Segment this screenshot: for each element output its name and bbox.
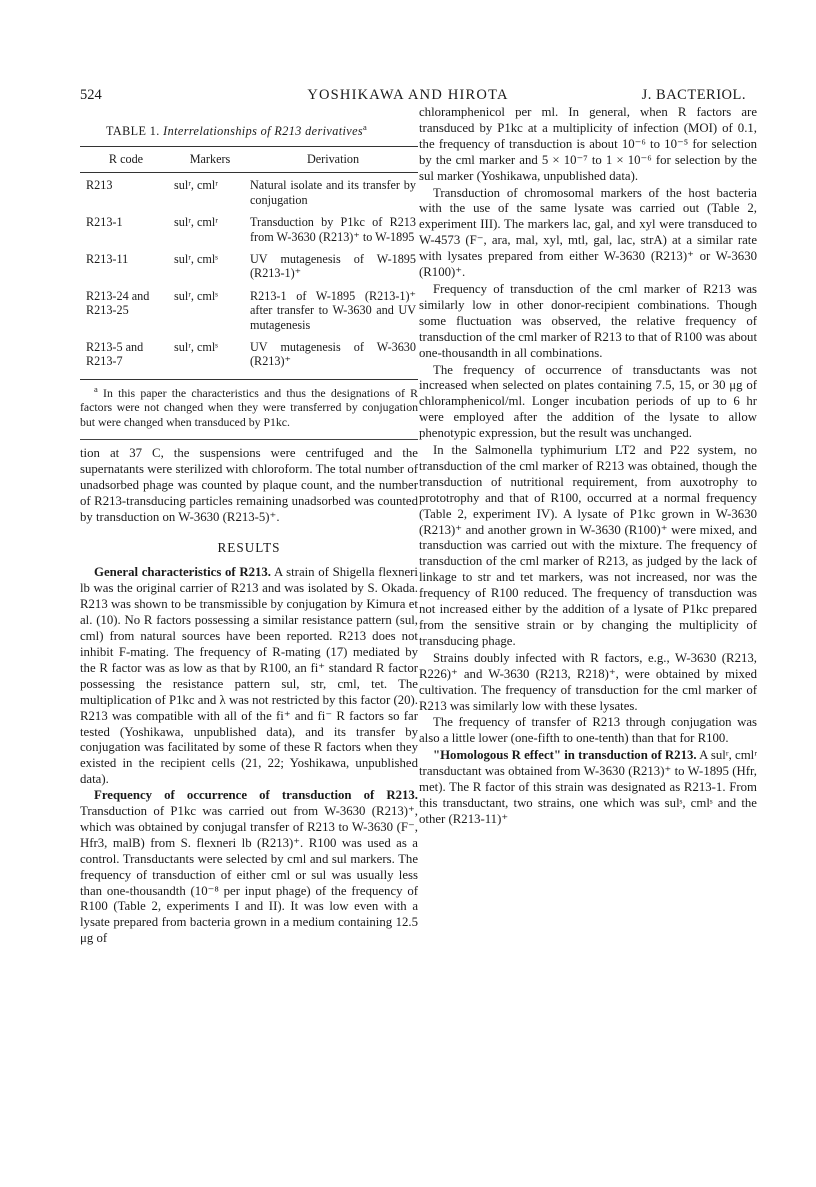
paragraph: The frequency of transfer of R213 through conjugation was also a little lower (one-fifth to one-tenth) than that for R100. <box>419 715 757 746</box>
cell-r-code: R213-5 and R213-7 <box>86 339 144 369</box>
table-row <box>80 210 418 247</box>
cell-derivation: UV mutagenesis of W-3630 (R213)⁺ <box>250 339 416 369</box>
column-header-derivation: Derivation <box>248 146 418 172</box>
running-authors: YOSHIKAWA AND HIROTA <box>307 87 509 103</box>
journal-name: J. BACTERIOL. <box>641 87 746 103</box>
cell-derivation: Transduction by P1kc of R213 from W-3630 (R213)⁺ to W-1895 <box>250 215 416 244</box>
cell-markers: sulʳ, cmlʳ <box>174 215 218 230</box>
footnote-text: In this paper the characteristics and thus the designations of R factors were not changed when they were transferred by conjugation but were changed when transduced by P1kc. <box>80 385 418 429</box>
methods-continuation: tion at 37 C, the suspensions were centrifuged and the supernatants were sterilized with chloroform. The total number of unadsorbed phage was counted by plaque count, and the number of R213-transducing particles remaining unadsorbed was counted by transduction on W-3630 (R213-5)⁺. <box>80 446 418 524</box>
paragraph: Frequency of transduction of the cml marker of R213 was similarly low in other donor-recipient combinations. Though some fluctuation was observed, the relative frequency of transduction of the cml marker of R213 to that of R100 was about one-thousandth in all combinations. <box>419 281 757 360</box>
left-column <box>80 120 418 947</box>
table-row <box>80 335 418 379</box>
table-row <box>80 284 418 335</box>
cell-r-code: R213-24 and R213-25 <box>86 288 150 318</box>
paragraph: In the Salmonella typhimurium LT2 and P22 system, no transduction of the cml marker of R213 was obtained, though the transduction of nutritional requirement, from auxotrophy to prototrophy and that of R100, occurred at a normal frequency (Table 2, experiment IV). A lysate of P1kc grown in W-3630 (R213)⁺ and another grown in W-3630 (R100)⁺ were mixed, and transduction was carried out with the mixture. The frequency of transduction of the cml marker of R213, as judged by the lack of linkage to str and tet markers, was not increased, nor was the frequency of R100 reduced. The frequency of transduction was not increased either by the addition of a lysate of P1kc prepared from the sensitive strain or by changing the multiplicity of transducing phage. <box>419 443 757 648</box>
section-heading-results: RESULTS <box>217 539 281 555</box>
paragraph: Strains doubly infected with R factors, e.g., W-3630 (R213, R226)⁺ and W-3630 (R213, R218)⁺, were obtained by mixed cultivation. The frequency of transduction for the cml marker of R213 was similarly low with these lysates. <box>419 650 757 713</box>
cell-derivation: R213-1 of W-1895 (R213-1)⁺ after transfer to W-3630 and UV mutagenesis <box>250 288 416 332</box>
page-number: 524 <box>80 87 102 103</box>
table-title-footnote-mark: a <box>363 121 368 132</box>
table-header-row <box>80 146 418 172</box>
cell-derivation: Natural isolate and its transfer by conjugation <box>250 178 416 207</box>
run-in-heading: "Homologous R effect" in transduction of R213. <box>433 748 697 763</box>
cell-markers: sulʳ, cmlʳ <box>174 178 218 193</box>
paragraph-body: A strain of Shigella flexneri lb was the original carrier of R213 and was isolated by S. Okada. R213 was shown to be transmissible by conjugation by Kimura et al. (10). No R factors possessing a similar resistance pattern (sul, cml) from natural sources have been reported. R213 does not inhibit F-mating. The frequency of R-mating (17) mediated by the R factor was as low as that by R100, an fi⁺ standard R factor possessing the resistance pattern sul, str, cml, tet. The multiplication of P1kc and λ was not restricted by this factor (20). R213 was compatible with all of the fi⁺ and fi⁻ R factors so far tested (Yoshikawa, unpublished data), and its transfer by conjugation was facilitated by some of these R factors when they existed in the recipient cells (21, 22; Yoshikawa, unpublished data). <box>80 565 418 787</box>
paragraph: Transduction of chromosomal markers of the host bacteria with the use of the same lysate was carried out (Table 2, experiment III). The markers lac, gal, and xyl were transduced to W-4573 (F⁻, ara, mal, xyl, mtl, gal, lac, strA) at a similar rate with lysates prepared from either W-3630 (R213)⁺ or W-3630 (R100)⁺. <box>419 185 757 280</box>
table-caption <box>106 121 418 140</box>
column-header-r-code: R code <box>80 146 172 172</box>
paragraph-continuation: chloramphenicol per ml. In general, when R factors are transduced by P1kc at a multiplicity of infection (MOI) of 0.1, the frequency of transduction is about 10⁻⁶ to 10⁻⁵ for selection by the cml marker and 5 × 10⁻⁷ to 1 × 10⁻⁶ for selection by the sul marker (Yoshikawa, unpublished data). <box>419 105 757 183</box>
paragraph-body: Transduction of P1kc was carried out from W-3630 (R213)⁺, which was obtained by conjugal transfer of R213 to W-3630 (F⁻, Hfr3, malB) from S. flexneri lb (R213)⁺. R100 was used as a control. Transductants were selected by cml and sul markers. The frequency of transduction of either cml or sul was usually less than one-thousandth (10⁻⁸ per input phage) of the frequency of R100 (Table 2, experiments I and II). It was low even with a lysate prepared from bacteria grown in a medium containing 12.5 μg of <box>80 804 418 946</box>
cell-r-code: R213-1 <box>86 215 123 230</box>
run-in-heading: General characteristics of R213. <box>94 565 271 580</box>
run-in-heading: Frequency of occurrence of transduction of R213. <box>94 788 418 803</box>
cell-markers: sulʳ, cmlˢ <box>174 339 218 354</box>
table-1 <box>80 146 418 380</box>
cell-markers: sulʳ, cmlˢ <box>174 251 218 266</box>
paragraph-general-characteristics <box>80 565 418 788</box>
running-header <box>0 87 816 107</box>
table-label: TABLE 1. <box>106 124 160 138</box>
cell-r-code: R213 <box>86 178 113 193</box>
paragraph-body: A sulʳ, cmlʳ transductant was obtained from W-3630 (R213)⁺ to W-1895 (Hfr, met). The R factor of this strain was designated as R213-1. From this transductant, two strains, one which was sulˢ, cmlˢ and the other (R213-11)⁺ <box>419 748 757 826</box>
paragraph: The frequency of occurrence of transductants was not increased when selected on plates containing 7.5, 15, or 30 μg of chloramphenicol/ml. Longer incubation periods of up to 6 hr were employed after the addition of the lysate to allow phenotypic expression, but the result was unchanged. <box>419 362 757 441</box>
table-row <box>80 173 418 210</box>
paragraph-homologous-r-effect <box>419 748 757 828</box>
footnote-mark: a <box>94 383 98 394</box>
column-header-markers: Markers <box>172 146 248 172</box>
table-row <box>80 247 418 284</box>
table-footnote <box>80 383 418 440</box>
paragraph-frequency-of-transduction <box>80 788 418 947</box>
table-title: Interrelationships of R213 derivatives <box>163 124 364 138</box>
cell-markers: sulʳ, cmlˢ <box>174 288 218 303</box>
cell-derivation: UV mutagenesis of W-1895 (R213-1)⁺ <box>250 251 416 281</box>
cell-r-code: R213-11 <box>86 251 129 266</box>
right-column <box>419 105 757 829</box>
